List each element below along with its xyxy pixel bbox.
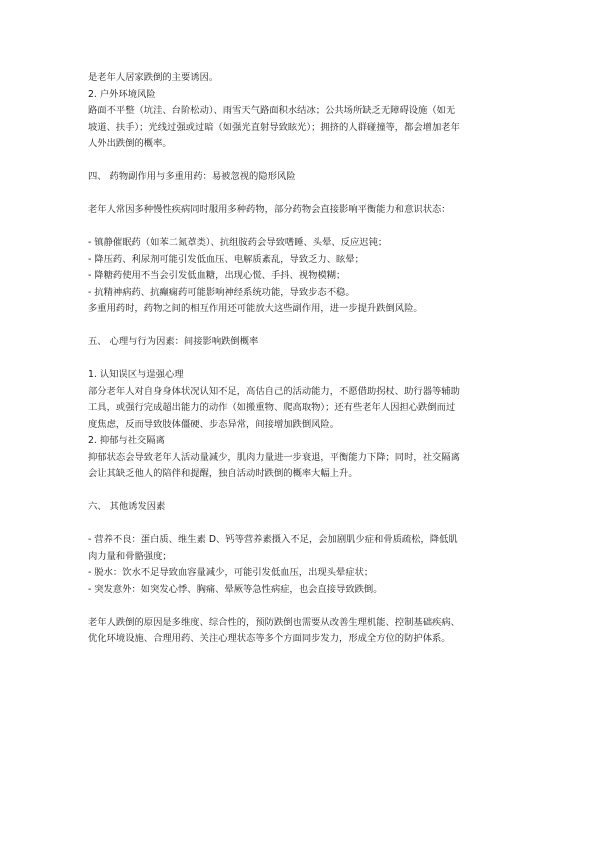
text-line: 抑郁状态会导致老年人活动量减少，肌肉力量进一步衰退，平衡能力下降；同时，社交隔离 xyxy=(88,451,460,463)
paragraph-spacer xyxy=(88,186,510,203)
paragraph-spacer xyxy=(88,219,510,236)
text-line: - 镇静催眠药（如苯二氮䓬类）、抗组胺药会导致嗜睡、头晕、反应迟钝； xyxy=(88,237,388,248)
document-page xyxy=(88,70,510,648)
text-line: - 营养不良：蛋白质、维生素 D、钙等营养素摄入不足，会加剧肌少症和骨质疏松，降低肌 xyxy=(88,534,458,545)
paragraph-spacer xyxy=(88,153,510,170)
text-line: 人外出跌倒的概率。 xyxy=(88,138,172,149)
text-line: 是老年人居家跌倒的主要诱因。 xyxy=(88,72,219,83)
text-line: 坡道、扶手）；光线过强或过暗（如强光直射导致眩光）；拥挤的人群碰撞等，都会增加老年 xyxy=(88,121,460,133)
text-line: 度焦虑，反而导致肢体僵硬、步态异常，间接增加跌倒风险。 xyxy=(88,418,340,430)
text-line: - 抗精神病药、抗癫痫药可能影响神经系统功能，导致步态不稳。 xyxy=(88,286,355,298)
text-line: 老年人常因多种慢性疾病同时服用多种药物，部分药物会直接影响平衡能力和意识状态： xyxy=(88,204,451,215)
text-line: 1. 认知误区与逞强心理 xyxy=(88,369,184,380)
text-line: 六、 其他诱发因素 xyxy=(88,501,166,512)
text-line: 2. 户外环境风险 xyxy=(88,88,156,100)
text-line: 老年人跌倒的原因是多维度、综合性的，预防跌倒也需要从改善生理机能、控制基础疾病、 xyxy=(88,616,460,628)
text-line: 五、 心理与行为因素：间接影响跌倒概率 xyxy=(88,336,259,347)
paragraph-spacer xyxy=(88,351,510,368)
paragraph-spacer xyxy=(88,483,510,500)
text-line: 多重用药时，药物之间的相互作用还可能放大这些副作用，进一步提升跌倒风险。 xyxy=(88,303,423,314)
text-line: - 突发意外：如突发心悸、胸痛、晕厥等急性病症，也会直接导致跌倒。 xyxy=(88,583,383,595)
text-line: - 降糖药使用不当会引发低血糖，出现心慌、手抖、视物模糊； xyxy=(88,270,346,281)
text-line: 2. 抑郁与社交隔离 xyxy=(88,435,165,446)
text-line: 优化环境设施、合理用药、关注心理状态等多个方面同步发力，形成全方位的防护体系。 xyxy=(88,633,451,644)
text-line: 工具，或强行完成超出能力的动作（如搬重物、爬高取物）；还有些老年人因担心跌倒而过 xyxy=(88,402,456,413)
text-line: 肉力量和骨骼强度； xyxy=(88,550,172,562)
text-line: 四、 药物副作用与多重用药：易被忽视的隐形风险 xyxy=(88,171,296,182)
paragraph-spacer xyxy=(88,516,510,533)
text-line: - 降压药、利尿剂可能引发低血压、电解质紊乱，导致乏力、眩晕； xyxy=(88,253,364,265)
paragraph-spacer xyxy=(88,318,510,335)
text-line: 会让其缺乏他人的陪伴和提醒，独自活动时跌倒的概率大幅上升。 xyxy=(88,468,358,479)
text-line: 部分老年人对自身身体状况认知不足，高估自己的活动能力，不愿借助拐杖、助行器等辅助 xyxy=(88,385,460,397)
text-line: - 脱水：饮水不足导致血容量减少，可能引发低血压，出现头晕症状； xyxy=(88,567,374,578)
paragraph-spacer xyxy=(88,598,510,615)
text-line: 路面不平整（坑洼、台阶松动）、雨雪天气路面积水结冰；公共场所缺乏无障碍设施（如无 xyxy=(88,105,456,116)
